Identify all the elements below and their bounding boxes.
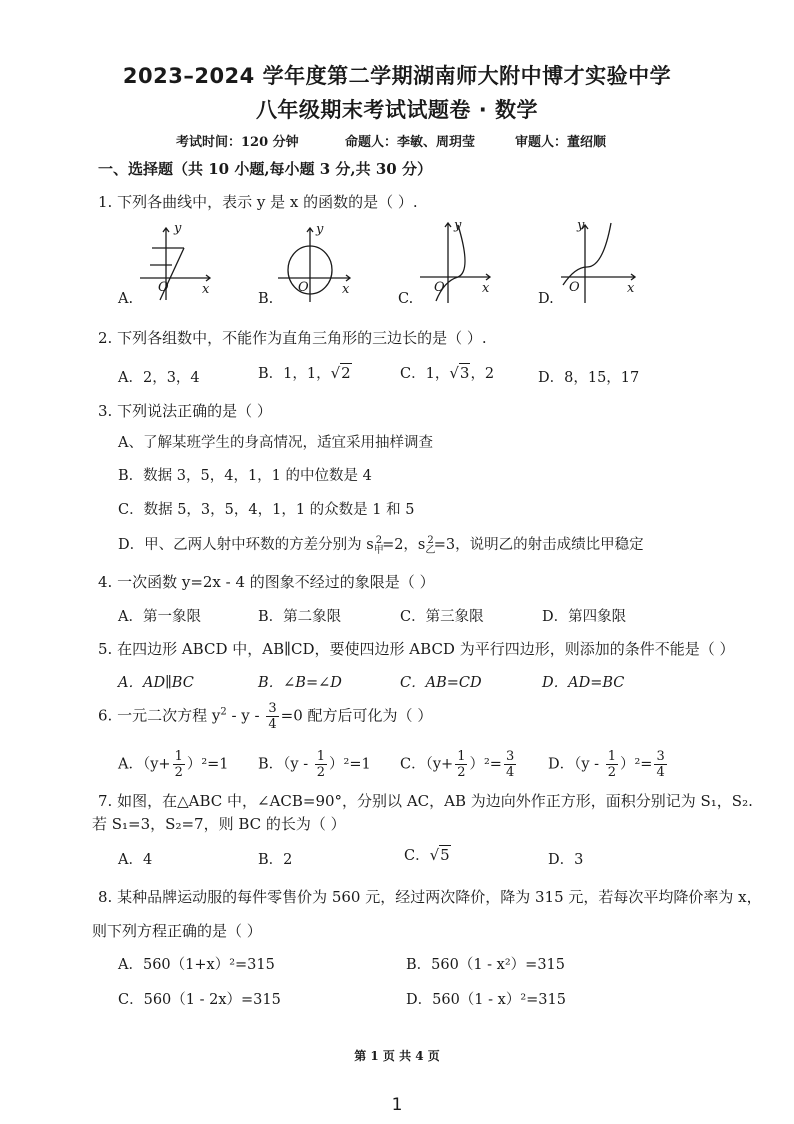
origin-b: O (298, 280, 309, 295)
y-label-d: y (577, 218, 585, 233)
origin-d: O (569, 280, 580, 295)
q3-option-c: C．数据 5，3，5，4，1，1 的众数是 1 和 5 (118, 502, 415, 518)
question-4-stem: 4. 一次函数 y=2x - 4 的图象不经过的象限是（ ） (98, 573, 435, 591)
q4-option-b: B．第二象限 (258, 609, 342, 625)
q4-option-c: C．第三象限 (400, 609, 484, 625)
origin-a: O (158, 280, 169, 295)
q5-option-b: B．∠B=∠D (258, 675, 342, 691)
q8-option-a: A．560（1+x）²=315 (118, 957, 275, 973)
q7-option-b: B．2 (258, 852, 293, 868)
q7-option-c: C．√5 (404, 846, 450, 864)
origin-c: O (434, 280, 445, 295)
question-7-line1: 7. 如图，在△ABC 中，∠ACB=90°，分别以 AC，AB 为边向外作正方形，面积分别记为 S₁，S₂. (98, 792, 753, 810)
q2-option-d: D．8，15，17 (538, 370, 640, 386)
q2-option-c: C．1，√3，2 (400, 364, 495, 382)
graph-a (130, 220, 220, 305)
x-label-b: x (342, 282, 350, 297)
q6-option-b: B．（y - $\frac{1}{2}$ ）²=1 (258, 749, 371, 780)
q3-option-b: B．数据 3，5，4，1，1 的中位数是 4 (118, 468, 372, 484)
x-label-a: x (202, 282, 210, 297)
q7-option-a: A．4 (118, 852, 153, 868)
question-2-stem: 2. 下列各组数中，不能作为直角三角形的三边长的是（ ）. (98, 329, 487, 347)
question-1-stem: 1. 下列各曲线中，表示 y 是 x 的函数的是（ ）. (98, 193, 418, 211)
q1-option-d-label: D. (538, 291, 554, 307)
q6-option-d: D．（y - $\frac{1}{2}$ ）²= $\frac{3}{4}$ (548, 749, 665, 780)
x-label-c: x (482, 281, 490, 296)
exam-reviewer: 审题人：董绍顺 (515, 135, 607, 150)
q8-option-d: D．560（1 - x）²=315 (406, 992, 566, 1008)
x-label-d: x (627, 281, 635, 296)
question-8-line1: 8. 某种品牌运动服的每件零售价为 560 元，经过两次降价，降为 315 元，若每次平均降价率为 x， (98, 888, 762, 906)
exam-time: 考试时间：120 分钟 (176, 135, 299, 150)
y-label-a: y (174, 221, 182, 236)
q1-option-a-label: A. (118, 291, 134, 307)
curve-d-cubic (563, 223, 611, 285)
graph-b (270, 220, 360, 305)
y-label-c: y (454, 218, 462, 233)
q1-option-c-label: C. (398, 291, 414, 307)
section-heading: 一、选择题（共 10 小题,每小题 3 分,共 30 分） (98, 160, 432, 178)
graph-c (410, 215, 500, 305)
q8-option-b: B．560（1 - x²）=315 (406, 957, 565, 973)
page-footer: 第 1 页 共 4 页 (354, 1049, 440, 1063)
q1-option-b-label: B. (258, 291, 274, 307)
q7-option-d: D．3 (548, 852, 584, 868)
q6-option-c: C．（y+ $\frac{1}{2}$ ）²= $\frac{3}{4}$ (400, 749, 515, 780)
question-8-line2: 则下列方程正确的是（ ） (92, 922, 262, 940)
exam-title-line1: 2023–2024 学年度第二学期湖南师大附中博才实验中学 (122, 64, 672, 88)
q6-option-a: A．（y+ $\frac{1}{2}$ ）²=1 (118, 749, 229, 780)
exam-authors: 命题人：李敏、周玥莹 (345, 135, 476, 150)
question-5-stem: 5. 在四边形 ABCD 中，AB∥CD，要使四边形 ABCD 为平行四边形，则添加的条件不能是（ ） (98, 640, 735, 658)
page-number: 1 (391, 1095, 403, 1115)
q5-option-c: C．AB=CD (400, 675, 482, 691)
q5-option-d: D．AD=BC (542, 675, 625, 691)
q8-option-c: C．560（1 - 2x）=315 (118, 992, 281, 1008)
graph-d (555, 215, 645, 305)
question-7-line2: 若 S₁=3，S₂=7，则 BC 的长为（ ） (92, 815, 346, 833)
question-6-stem: 6. 一元二次方程 $y^2$ - y - $\frac{3}{4}$ =0 配方后可化为（ ） (98, 701, 433, 732)
question-3-stem: 3. 下列说法正确的是（ ） (98, 402, 272, 420)
q3-option-a: A、了解某班学生的身高情况，适宜采用抽样调查 (118, 435, 433, 451)
q3-option-d: D．甲、乙两人射中环数的方差分别为 $s_甲^2=2$，$s_乙^2=3$，说明乙的射击成绩比甲稳定 (118, 535, 644, 556)
exam-title-line2: 八年级期末考试试题卷 · 数学 (255, 98, 539, 122)
q4-option-d: D．第四象限 (542, 609, 627, 625)
y-label-b: y (316, 222, 324, 237)
q5-option-a: A．AD∥BC (118, 675, 194, 691)
q2-option-a: A．2，3，4 (118, 370, 200, 386)
q2-option-b: B．1，1，√2 (258, 364, 351, 382)
q4-option-a: A．第一象限 (118, 609, 201, 625)
